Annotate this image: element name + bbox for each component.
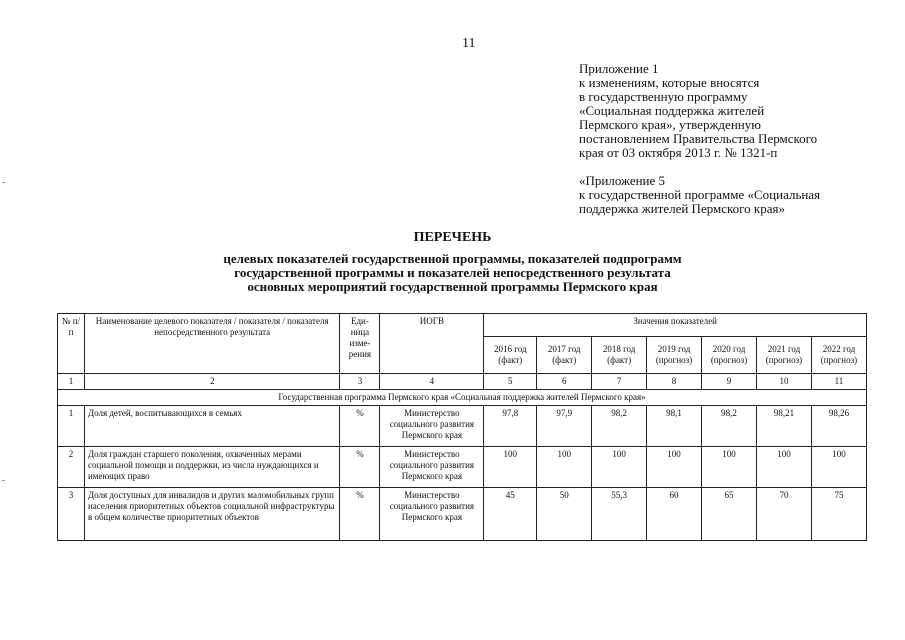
document-title: ПЕРЕЧЕНЬ	[413, 230, 492, 245]
header-name: Наименование целевого показателя / показателя / показателя непосредственного результата	[84, 314, 340, 374]
annex-5-line: к государственной программе «Социальная	[579, 187, 821, 202]
row-value: 100	[592, 447, 647, 488]
table-row	[58, 406, 867, 447]
row-value: 98,26	[811, 406, 866, 447]
column-number: 7	[592, 374, 647, 390]
row-value: 100	[811, 447, 866, 488]
row-value: 70	[756, 488, 811, 541]
annex-1-line: в государственную программу	[579, 89, 748, 104]
row-num: 2	[58, 447, 85, 488]
annex-5-block	[579, 174, 820, 216]
header-year: 2022 год (прогноз)	[811, 337, 866, 374]
annex-5-line: поддержка жителей Пермского края»	[579, 201, 785, 216]
scan-edge-mark	[2, 182, 5, 183]
indicators-table	[57, 313, 867, 541]
row-num: 1	[58, 406, 85, 447]
row-value: 45	[484, 488, 537, 541]
row-value: 65	[702, 488, 757, 541]
annex-1-line: «Социальная поддержка жителей	[579, 103, 765, 118]
table-header-row	[58, 314, 867, 337]
header-year: 2018 год (факт)	[592, 337, 647, 374]
column-number: 5	[484, 374, 537, 390]
section-row	[58, 390, 867, 406]
header-year: 2016 год (факт)	[484, 337, 537, 374]
section-title: Государственная программа Пермского края «Социальная поддержка жителей Пермского края»	[58, 390, 867, 406]
row-value: 98,21	[756, 406, 811, 447]
row-value: 75	[811, 488, 866, 541]
row-name: Доля детей, воспитывающихся в семьях	[84, 406, 340, 447]
annex-1-line: Приложение 1	[579, 61, 659, 76]
page-number: 11	[462, 36, 476, 51]
row-value: 100	[647, 447, 702, 488]
header-values-group: Значения показателей	[484, 314, 867, 337]
column-number: 6	[537, 374, 592, 390]
row-value: 50	[537, 488, 592, 541]
column-number: 8	[647, 374, 702, 390]
annex-1-line: постановлением Правительства Пермского	[579, 131, 818, 146]
annex-5-line: «Приложение 5	[579, 173, 666, 188]
row-iogv: Министерство социального развития Пермского края	[380, 406, 484, 447]
table-row	[58, 488, 867, 541]
column-number: 11	[811, 374, 866, 390]
subtitle-line: целевых показателей государственной программы, показателей подпрограмм	[223, 251, 682, 266]
annex-1-line: края от 03 октября 2013 г. № 1321-п	[579, 145, 778, 160]
annex-1-line: к изменениям, которые вносятся	[579, 75, 760, 90]
row-value: 97,8	[484, 406, 537, 447]
row-name: Доля доступных для инвалидов и других маломобильных групп населения приоритетных объектов социальной инфраструктуры в общем количестве приоритетных объектов	[84, 488, 340, 541]
row-value: 98,2	[592, 406, 647, 447]
column-number: 10	[756, 374, 811, 390]
column-numbers-row	[58, 374, 867, 390]
subtitle-line: основных мероприятий государственной программы Пермского края	[247, 279, 658, 294]
header-year: 2017 год (факт)	[537, 337, 592, 374]
annex-1-block	[579, 62, 817, 160]
row-value: 55,3	[592, 488, 647, 541]
document-subtitle	[0, 252, 905, 294]
column-number: 3	[340, 374, 380, 390]
row-value: 60	[647, 488, 702, 541]
header-year: 2019 год (прогноз)	[647, 337, 702, 374]
row-unit: %	[340, 406, 380, 447]
row-name: Доля граждан старшего поколения, охваченных мерами социальной помощи и поддержки, из числа нуждающихся и имеющих право	[84, 447, 340, 488]
column-number: 1	[58, 374, 85, 390]
row-iogv: Министерство социального развития Пермского края	[380, 447, 484, 488]
header-year: 2020 год (прогноз)	[702, 337, 757, 374]
table-row	[58, 447, 867, 488]
header-year: 2021 год (прогноз)	[756, 337, 811, 374]
row-value: 98,2	[702, 406, 757, 447]
row-value: 98,1	[647, 406, 702, 447]
row-unit: %	[340, 447, 380, 488]
row-value: 97,9	[537, 406, 592, 447]
column-number: 2	[84, 374, 340, 390]
row-unit: %	[340, 488, 380, 541]
annex-1-line: Пермского края», утвержденную	[579, 117, 761, 132]
scan-edge-mark	[2, 480, 5, 481]
row-iogv: Министерство социального развития Пермского края	[380, 488, 484, 541]
subtitle-line: государственной программы и показателей непосредственного результата	[234, 265, 671, 280]
row-num: 3	[58, 488, 85, 541]
row-value: 100	[484, 447, 537, 488]
row-value: 100	[756, 447, 811, 488]
header-unit: Еди-ница изме-рения	[340, 314, 380, 374]
row-value: 100	[702, 447, 757, 488]
column-number: 4	[380, 374, 484, 390]
header-num: № п/п	[58, 314, 85, 374]
header-iogv: ИОГВ	[380, 314, 484, 374]
column-number: 9	[702, 374, 757, 390]
row-value: 100	[537, 447, 592, 488]
